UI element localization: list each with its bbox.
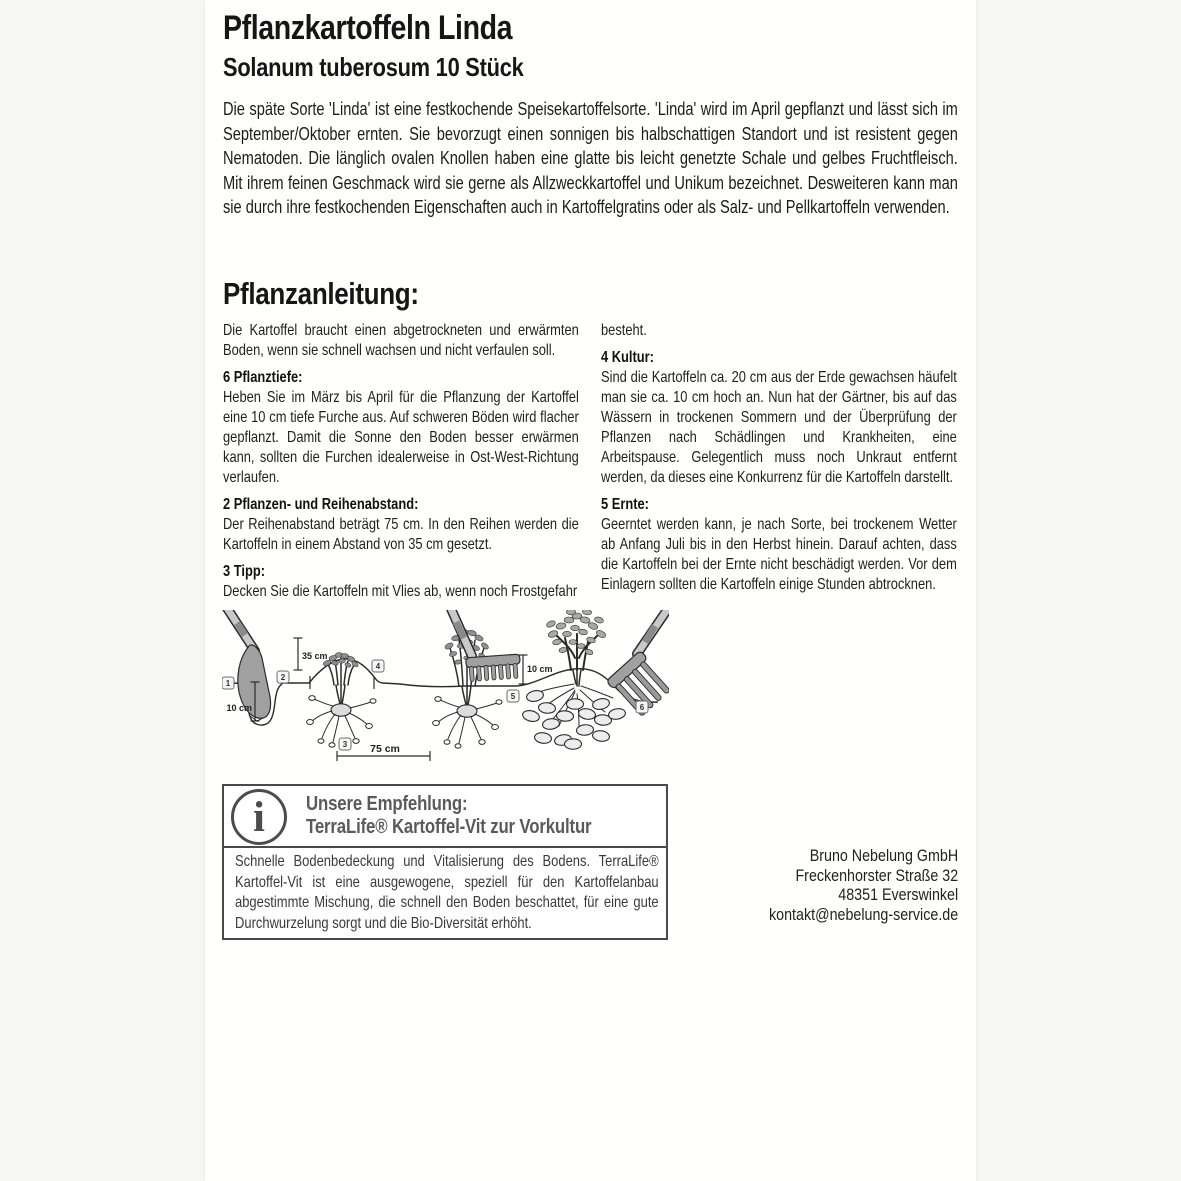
svg-text:5: 5 bbox=[510, 691, 516, 701]
subheading-tipp: 3 Tipp: bbox=[223, 563, 265, 580]
recommendation-header bbox=[224, 786, 666, 848]
intro-paragraph: Die späte Sorte 'Linda' ist eine festkochende Speisekartoffelsorte. 'Linda' wird im April gepflanzt und lässt sich im September/Oktober ernten. Sie bevorzugt einen sonnigen bis halbschattigen Standort und ist resistent gegen Nematoden. Die länglich ovalen Knollen haben eine glatte bis leicht genetzte Schale und gelbes Fruchtfleisch. Mit ihrem feinen Geschmack wird sie gerne als Allzweckkartoffel und Unikum bezeichnet. Desweiteren kann man sie durch ihre festkochenden Eigenschaften auch in Kartoffelgratins oder als Salz- und Pellkartoffeln verwenden. bbox=[223, 99, 958, 217]
recommendation-heading-line2: TerraLife® Kartoffel-Vit zur Vorkultur bbox=[306, 814, 592, 838]
diagram-marker-6 bbox=[636, 701, 648, 713]
svg-text:75 cm: 75 cm bbox=[370, 743, 400, 755]
paragraph: besteht. bbox=[601, 322, 647, 339]
planting-diagram bbox=[222, 610, 669, 776]
subheading-pflanztiefe: 6 Pflanztiefe: bbox=[223, 369, 303, 386]
diagram-marker-5 bbox=[507, 690, 519, 702]
svg-text:6: 6 bbox=[639, 702, 645, 712]
paragraph: Heben Sie im März bis April für die Pflanzung der Kartoffel eine 10 cm tiefe Furche aus. Auf schweren Böden wird flacher gepflanzt. Damit die Sonne den Boden besser erwärmen kann, sollten die Furchen idealerweise in Ost-West-Richtung verlaufen. bbox=[223, 389, 579, 486]
company-name: Bruno Nebelung GmbH bbox=[809, 846, 958, 865]
measure-hilling-height bbox=[519, 655, 553, 684]
company-address bbox=[769, 846, 958, 924]
recommendation-headings bbox=[306, 793, 667, 838]
paragraph: Die Kartoffel braucht einen abgetrockneten und erwärmten Boden, wenn sie schnell wachsen und nicht verfaulen soll. bbox=[223, 322, 579, 359]
svg-text:3: 3 bbox=[342, 739, 348, 749]
diagram-marker-4 bbox=[372, 660, 384, 672]
svg-text:10 cm: 10 cm bbox=[527, 664, 553, 674]
recommendation-box bbox=[222, 784, 668, 940]
info-icon bbox=[231, 789, 287, 845]
diagram-marker-1 bbox=[222, 677, 234, 689]
paragraph: Sind die Kartoffeln ca. 20 cm aus der Erde gewachsen häufelt man sie ca. 10 cm hoch an. Nun hat der Gärtner, bis auf das Wässern in trockenen Sommern und der Überprüfung der Pflanzen nach Schädlingen und Krankheiten, eine Arbeitspause. Gelegentlich muss noch Unkraut entfernt werden, da dieses eine Konkurrenz für die Kartoffeln darstellt. bbox=[601, 369, 957, 486]
seed-packet-page bbox=[205, 0, 976, 1181]
subheading-ernte: 5 Ernte: bbox=[601, 496, 649, 513]
svg-text:1: 1 bbox=[225, 678, 231, 688]
company-street: Freckenhorster Straße 32 bbox=[795, 865, 958, 885]
recommendation-heading-line1: Unsere Empfehlung: bbox=[306, 792, 468, 815]
page-subtitle: Solanum tuberosum 10 Stück bbox=[223, 52, 524, 82]
svg-text:2: 2 bbox=[280, 672, 286, 682]
instructions-left-column bbox=[223, 321, 579, 602]
recommendation-body: Schnelle Bodenbedeckung und Vitalisierung des Bodens. TerraLife® Kartoffel-Vit ist eine ausgewogene, speziell für den Kartoffelanbau abgestimmte Mischung, die schnell den Boden beschattet, für eine gute Durchwurzelung sorgt und die Bio-Diversität erhöht. bbox=[235, 853, 659, 932]
paragraph: Decken Sie die Kartoffeln mit Vlies ab, wenn noch Frostgefahr bbox=[223, 583, 578, 600]
paragraph: Der Reihenabstand beträgt 75 cm. In den Reihen werden die Kartoffeln in einem Abstand von 35 cm gesetzt. bbox=[223, 516, 579, 553]
planting-diagram-illustration bbox=[222, 610, 669, 776]
svg-text:35 cm: 35 cm bbox=[302, 651, 328, 661]
company-city: 48351 Everswinkel bbox=[838, 885, 958, 904]
company-email: kontakt@nebelung-service.de bbox=[768, 904, 958, 924]
paragraph: Geerntet werden kann, je nach Sorte, bei trockenem Wetter ab Anfang Juli bis in den Herbst hinein. Darauf achten, dass die Kartoffeln bei der Ernte nicht beschädigt werden. Vor dem Einlagern sollten die Kartoffeln einige Stunden abtrocknen. bbox=[601, 516, 957, 593]
measure-ridge-height bbox=[294, 638, 328, 670]
page-title: Pflanzkartoffeln Linda bbox=[223, 9, 513, 47]
diagram-marker-2 bbox=[277, 671, 289, 683]
info-icon-glyph: i bbox=[253, 793, 265, 841]
subheading-kultur: 4 Kultur: bbox=[601, 349, 654, 366]
diagram-marker-3 bbox=[339, 738, 351, 750]
subheading-abstand: 2 Pflanzen- und Reihenabstand: bbox=[223, 496, 419, 513]
instructions-right-column bbox=[601, 321, 957, 595]
svg-text:10 cm: 10 cm bbox=[226, 703, 252, 713]
instructions-heading: Pflanzanleitung: bbox=[223, 276, 419, 311]
svg-text:4: 4 bbox=[375, 661, 381, 671]
